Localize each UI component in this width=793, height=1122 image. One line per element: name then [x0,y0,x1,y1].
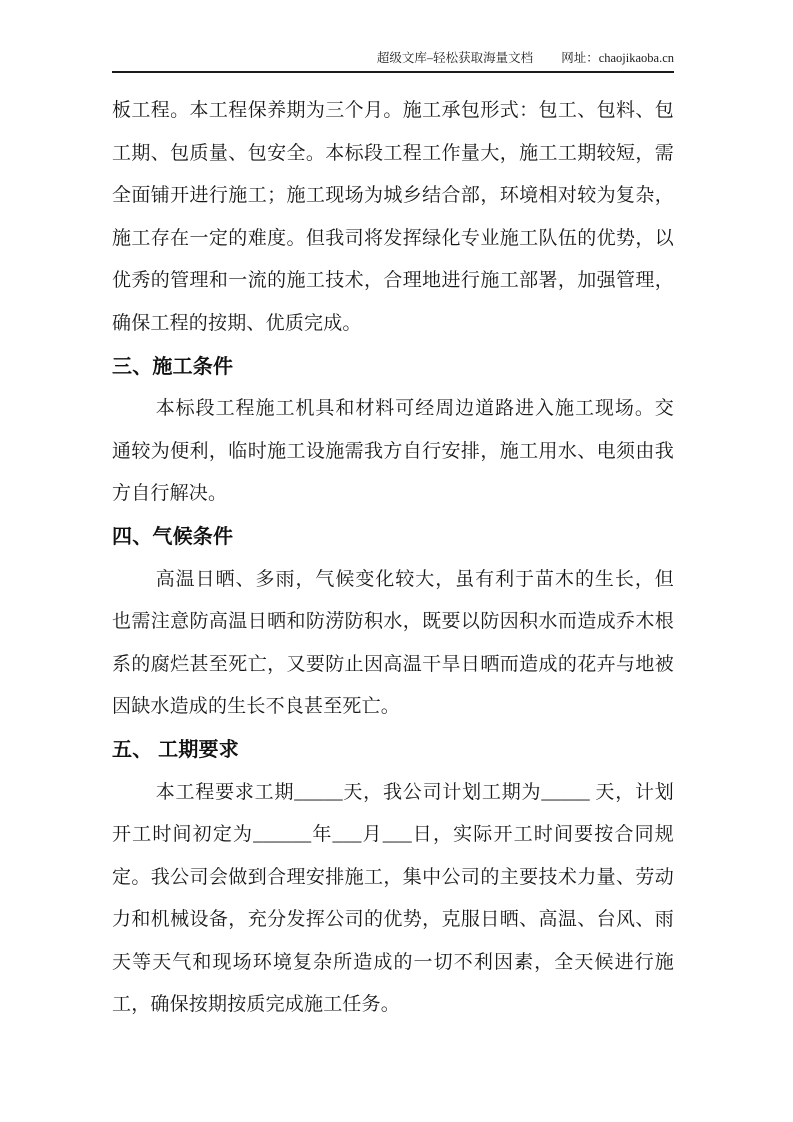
heading-schedule-requirements: 五、 工期要求 [112,738,239,761]
header-brand-text: 超级文库–轻松获取海量文档 [376,51,534,65]
page-header [112,0,674,73]
paragraph-construction-conditions: 本标段工程施工机具和材料可经周边道路进入施工现场。交通较为便利，临时施工设施需我方自行安排，施工用水、电须由我方自行解决。 [112,398,674,505]
header-site-url: 网址：chaojikaoba.cn [561,51,674,65]
paragraph-climate-conditions: 高温日晒、多雨，气候变化较大，虽有利于苗木的生长，但也需注意防高温日晒和防涝防积水，既要以防因积水而造成乔木根系的腐烂甚至死亡，又要防止因高温干旱日晒而造成的花卉与地被因缺水造成的生长不良甚至死亡。 [112,568,674,718]
heading-construction-conditions: 三、施工条件 [112,355,234,378]
continued-paragraph: 板工程。本工程保养期为三个月。施工承包形式：包工、包料、包工期、包质量、包安全。本标段工程工作量大，施工工期较短，需全面铺开进行施工；施工现场为城乡结合部，环境相对较为复杂，施工存在一定的难度。但我司将发挥绿化专业施工队伍的优势，以优秀的管理和一流的施工技术，合理地进行施工部署，加强管理，确保工程的按期、优质完成。 [112,100,674,334]
document-body [112,73,674,1027]
paragraph-schedule-requirements: 本工程要求工期_____天，我公司计划工期为_____ 天，计划开工时间初定为______年___月___日，实际开工时间要按合同规定。我公司会做到合理安排施工，集中公司的主要技术力量、劳动力和机械设备，充分发挥公司的优势，克服日晒、高温、台风、雨天等天气和现场环境复杂所造成的一切不利因素，全天候进行施工，确保按期按质完成施工任务。 [112,781,674,1016]
heading-climate-conditions: 四、气候条件 [112,525,234,548]
